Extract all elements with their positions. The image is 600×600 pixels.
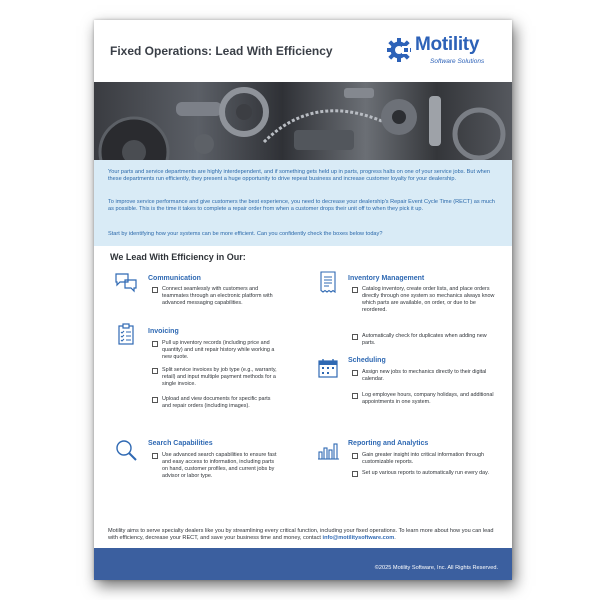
checkbox[interactable]	[352, 334, 358, 340]
bar-chart-icon	[316, 438, 340, 462]
checkbox[interactable]	[352, 287, 358, 293]
feature-title-invoicing: Invoicing	[148, 328, 179, 335]
magnifying-glass-icon	[114, 438, 138, 462]
checklist-item-text: Gain greater insight into critical information through customizable reports.	[362, 452, 484, 465]
section-title: We Lead With Efficiency in Our:	[110, 252, 246, 262]
checklist-item-text: Upload and view documents for specific parts and repair orders (including images).	[162, 396, 271, 409]
checklist-item-text: Split service invoices by job type (e.g., warranty, retail) and input multiple payment methods for a single invoice.	[162, 367, 277, 387]
checkbox[interactable]	[152, 368, 158, 374]
closing-period: .	[394, 535, 396, 542]
checklist-item-text: Automatically check for duplicates when adding new parts.	[362, 333, 487, 346]
document-page	[94, 20, 512, 580]
header	[94, 20, 512, 82]
hero-image-auto-parts	[94, 82, 512, 160]
closing-text: Motility aims to serve specialty dealers like you by streamlining every critical function, including your fixed operations. To learn more about how you can lead with efficiency, decrease your RECT, and save your business time and money, contact	[108, 528, 494, 542]
feature-title-communication: Communication	[148, 275, 201, 282]
intro-paragraph-3: Start by identifying how your systems can be more efficient. Can you confidently check the boxes below today?	[108, 231, 383, 237]
closing-paragraph	[108, 528, 498, 542]
checkbox[interactable]	[152, 341, 158, 347]
checkbox[interactable]	[352, 471, 358, 477]
checklist-item-text: Log employee hours, company holidays, and additional appointments in one system.	[362, 392, 494, 405]
checklist-item-text: Assign new jobs to mechanics directly to their digital calendar.	[362, 369, 487, 382]
checklist-item-text: Set up various reports to automatically run every day.	[362, 470, 489, 476]
checkbox[interactable]	[352, 393, 358, 399]
checklist-item-text: Connect seamlessly with customers and teammates through an electronic platform with advanced messaging capabilities.	[162, 286, 273, 306]
feature-title-scheduling: Scheduling	[348, 357, 386, 364]
checklist-item-text: Pull up inventory records (including price and quantity) and unit repair history while working a new quote.	[162, 340, 275, 360]
checkbox[interactable]	[152, 287, 158, 293]
feature-title-inventory: Inventory Management	[348, 275, 425, 282]
footer-bar	[94, 548, 512, 580]
copyright-text: ©2025 Motility Software, Inc. All Rights Reserved.	[374, 565, 498, 571]
checkbox[interactable]	[352, 370, 358, 376]
checkbox[interactable]	[352, 453, 358, 459]
page-title: Fixed Operations: Lead With Efficiency	[110, 44, 333, 58]
gear-logo-icon	[386, 37, 412, 63]
logo-name: Motility	[415, 34, 480, 55]
checkbox[interactable]	[152, 453, 158, 459]
feature-title-reporting: Reporting and Analytics	[348, 440, 429, 447]
intro-panel	[94, 160, 512, 246]
calendar-icon	[316, 356, 340, 380]
contact-email-link[interactable]: info@motilitysoftware.com	[322, 535, 395, 542]
checkbox[interactable]	[152, 397, 158, 403]
intro-paragraph-2: To improve service performance and give customers the best experience, you need to decrease your dealership's Repair Event Cycle Time (RECT) as much as possible. This is the time it takes to complete a repair order from when a customer drops their unit off to when they pick it up.	[108, 199, 495, 213]
logo	[386, 34, 502, 70]
chat-bubbles-icon	[114, 270, 138, 294]
checklist-item-text: Use advanced search capabilities to ensure fast and easy access to information, including parts on hand, customer profiles, and current jobs by advisor or labor type.	[162, 452, 277, 479]
intro-paragraph-1: Your parts and service departments are highly interdependent, and if something gets held up in parts, progress halts on one of your service jobs. But when these departments run efficiently, they present a huge opportunity to drive repeat business and increase customer loyalty for your dealership.	[108, 169, 490, 183]
auto-parts-illustration	[94, 82, 512, 160]
clipboard-checklist-icon	[114, 322, 138, 346]
feature-title-search: Search Capabilities	[148, 440, 213, 447]
logo-tagline: Software Solutions	[430, 58, 485, 65]
receipt-list-icon	[316, 270, 340, 294]
checklist-item-text: Catalog inventory, create order lists, and place orders directly through one system so mechanics always know which parts are available, on order, or due to be reordered.	[362, 286, 495, 313]
